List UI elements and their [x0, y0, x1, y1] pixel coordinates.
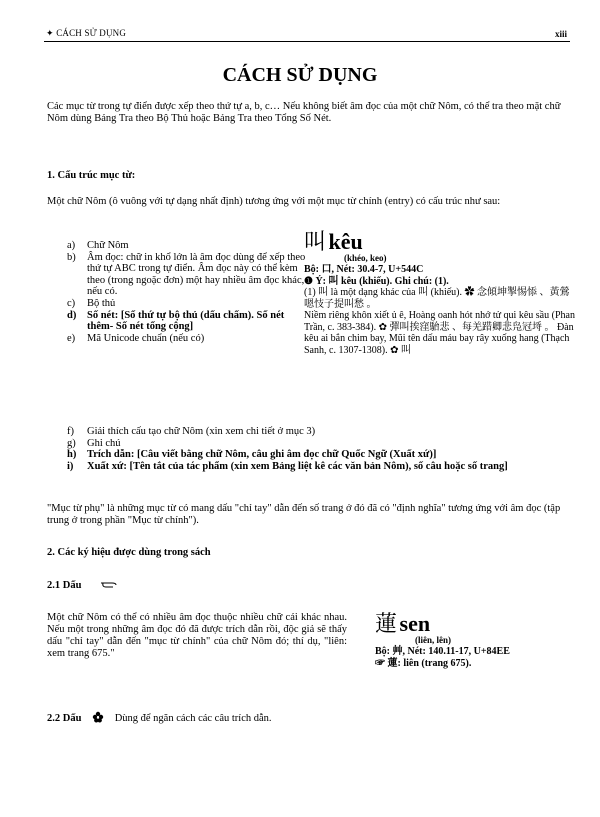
secondary-entry-paragraph: "Mục từ phụ" là những mục từ có mang dấu "chỉ tay" dẫn đến số trang ở đó đã có "định nghĩa" tương ứng với âm đọc (tập trung ở trong phần "Mục từ chính").	[47, 503, 561, 526]
entry-note: (1) 叫 là một dạng khác của 叫 (khiếu). ✿ 念傾坤掣惕悿 、黃鶯嗯忮子提叫愁 。	[304, 287, 570, 310]
entry-meaning-line: ❶ Ý: 叫 kêu (khiếu). Ghi chú: (1).	[304, 275, 449, 287]
alternate-readings: (liên, lên)	[415, 634, 451, 645]
section-2-1-paragraph: Một chữ Nôm có thể có nhiều âm đọc thuộc nhiều chữ cái khác nhau. Nếu một trong những âm đọc đó đã được trích dẫn rồi, độc giả sẽ thấy dấu "chỉ tay" dẫn đến "mục từ chính" của chữ Nôm đó; thí dụ, "liên: xem trang 675."	[47, 612, 347, 659]
entry-radical-line: Bộ: 口, Nét: 30.4-7, U+544C	[304, 264, 424, 275]
entry-reference-line: ☞ 蓮: liên (trang 675).	[375, 657, 472, 669]
header-divider	[44, 41, 570, 42]
nom-character: 蓮	[375, 612, 398, 637]
list-item: d) Số nét: [Số thứ tự bộ thủ (dấu chấm). Số nét thêm- Số nét tổng cộng]	[67, 309, 285, 333]
headword: sen	[399, 611, 431, 636]
list-item: i) Xuất xứ: [Tên tắt của tác phẩm (xin xem Bảng liệt kê các văn bản Nôm), số câu hoặc số trang]	[67, 460, 508, 472]
page-number: xiii	[554, 29, 567, 39]
nom-character: 叫	[304, 230, 327, 255]
entry-headline	[304, 229, 576, 255]
pointing-hand-icon	[100, 579, 118, 592]
section-2-2-label: 2.2 Dấu	[47, 712, 82, 724]
list-item: e) Mã Unicode chuẩn (nếu có)	[67, 332, 205, 344]
entry-radical-line: Bộ: 艸, Nét: 140.11-17, U+84EE	[375, 646, 510, 657]
list-item: g) Ghi chú	[67, 437, 121, 449]
list-item: h) Trích dẫn: [Câu viết bằng chữ Nôm, câu ghi âm đọc chữ Quốc Ngữ (Xuất xứ)]	[67, 449, 437, 461]
section-1-heading: 1. Cấu trúc mục từ:	[47, 170, 136, 181]
flower-separator-icon	[92, 711, 104, 726]
alternate-readings: (khéo, keo)	[344, 252, 387, 263]
section-2-2	[47, 711, 272, 726]
intro-paragraph: Các mục từ trong tự điển được xếp theo thứ tự a, b, c… Nếu không biết âm đọc của một chữ Nôm, có thể tra theo mặt chữ Nôm dùng Bảng Tra theo Bộ Thủ hoặc Bảng Tra theo Tổng Số Nét.	[47, 101, 561, 124]
structure-list-a-e	[67, 240, 307, 344]
sample-entry-sen	[375, 611, 575, 669]
page-title: CÁCH SỬ DỤNG	[222, 64, 378, 86]
entry-headline	[375, 611, 575, 637]
section-2-2-text: Dùng để ngăn cách các câu trích dẫn.	[114, 712, 272, 724]
sample-entry-keu	[304, 229, 576, 356]
list-item: f) Giải thích cấu tạo chữ Nôm (xin xem chi tiết ở mục 3)	[67, 426, 316, 437]
list-item: b) Âm đọc: chữ in khổ lớn là âm đọc dùng để xếp theo thứ tự ABC trong tự điển. Âm đọc này có thể kèm theo (trong ngoặc đơn) một hay nhiều âm đọc khác, nếu có.	[67, 251, 306, 298]
section-2-1-heading: 2.1 Dấu	[47, 579, 118, 592]
running-header-left: ✦ CÁCH SỬ DỤNG	[46, 28, 127, 38]
structure-list-f-i	[67, 426, 577, 472]
entry-quotations: Niềm riêng khôn xiết ủ ê, Hoàng oanh hót nhớ tử qui kêu sầu (Phan Trần, c. 383-384). ✿ 彈叫挨窪駘悲 、每羌踖卿悲凫冠埓 。 Đàn kêu ai bắn chim bay, Mũi tên dấu máu bay rây xuống hang (Thạch Sanh, c. 1307-1308). ✿ 叫	[304, 310, 575, 356]
section-2-heading: 2. Các ký hiệu được dùng trong sách	[47, 547, 211, 558]
list-item: c) Bộ thủ	[67, 297, 116, 309]
section-1-paragraph: Một chữ Nôm (ô vuông với tự dạng nhất định) tương ứng với một mục từ chính (entry) có cấu trúc như sau:	[47, 196, 501, 207]
list-item: a) Chữ Nôm	[67, 240, 129, 251]
headword: kêu	[328, 229, 363, 254]
